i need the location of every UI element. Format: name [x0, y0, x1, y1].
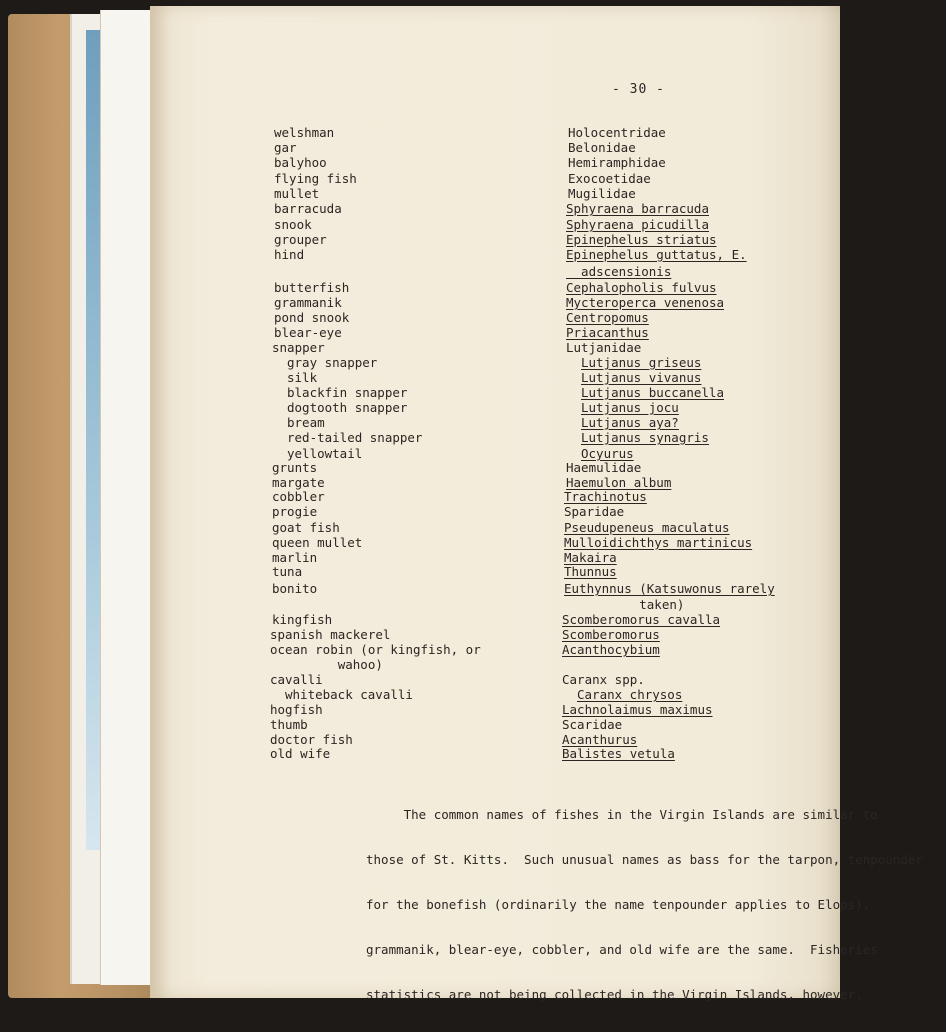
scientific-name: Caranx spp.	[562, 672, 645, 687]
scientific-name: Exocoetidae	[568, 171, 651, 186]
scientific-name: Haemulidae	[566, 460, 642, 475]
common-name: margate	[272, 475, 325, 490]
paragraph-line: for the bonefish (ordinarily the name tenpounder applies to Elops),	[366, 897, 871, 912]
common-name: blackfin snapper	[287, 385, 408, 400]
common-name: spanish mackerel	[270, 627, 391, 642]
scientific-name: Scaridae	[562, 717, 623, 732]
body-paragraph	[366, 777, 946, 1032]
document-page	[150, 6, 923, 1002]
common-name: red-tailed snapper	[287, 430, 423, 445]
scientific-name: Mulloidichthys martinicus	[564, 535, 753, 550]
common-name: yellowtail	[287, 446, 363, 461]
scientific-name: Sphyraena picudilla	[566, 217, 709, 232]
scientific-name: Hemiramphidae	[568, 155, 666, 170]
scientific-name: Lutjanus synagris	[581, 430, 709, 445]
common-name: doctor fish	[270, 732, 353, 747]
scientific-name: Haemulon album	[566, 475, 672, 490]
paragraph-line: statistics are not being collected in the Virgin Islands, however.	[366, 987, 863, 1002]
common-name: bream	[287, 415, 325, 430]
scientific-name: taken)	[564, 597, 685, 612]
scientific-name: Lutjanus jocu	[581, 400, 679, 415]
common-name: dogtooth snapper	[287, 400, 408, 415]
scientific-name: adscensionis	[566, 264, 672, 279]
paragraph-line: The common names of fishes in the Virgin Islands are similar to	[366, 807, 878, 822]
scientific-name: Caranx chrysos	[577, 687, 683, 702]
scientific-name: Acanthocybium	[562, 642, 660, 657]
common-name: progie	[272, 504, 318, 519]
common-name: whiteback cavalli	[285, 687, 413, 702]
scientific-name: Centropomus	[566, 310, 649, 325]
paragraph-line: those of St. Kitts. Such unusual names as bass for the tarpon, tenpounder	[366, 852, 923, 867]
common-name: hind	[274, 247, 305, 262]
scientific-name: Scomberomorus	[562, 627, 660, 642]
common-name: mullet	[274, 186, 320, 201]
common-name: blear-eye	[274, 325, 342, 340]
scientific-name: Epinephelus guttatus, E.	[566, 247, 747, 262]
scientific-name: Acanthurus	[562, 732, 638, 747]
scientific-name: Scomberomorus cavalla	[562, 612, 721, 627]
common-name: tuna	[272, 564, 303, 579]
common-name: marlin	[272, 550, 318, 565]
scientific-name: Euthynnus (Katsuwonus rarely	[564, 581, 775, 596]
common-name: gray snapper	[287, 355, 378, 370]
common-name: grunts	[272, 460, 318, 475]
scientific-name: Lutjanus aya?	[581, 415, 679, 430]
scientific-name: Trachinotus	[564, 489, 647, 504]
common-name: snapper	[272, 340, 325, 355]
scientific-name: Balistes vetula	[562, 746, 675, 761]
paragraph-line: grammanik, blear-eye, cobbler, and old wife are the same. Fisheries	[366, 942, 878, 957]
page-number: - 30 -	[612, 82, 665, 97]
scientific-name: Mycteroperca venenosa	[566, 295, 725, 310]
scientific-name: Lachnolaimus maximus	[562, 702, 713, 717]
common-name: welshman	[274, 125, 335, 140]
scientific-name: Lutjanus buccanella	[581, 385, 724, 400]
common-name: wahoo)	[270, 657, 383, 672]
scientific-name: Lutjanidae	[566, 340, 642, 355]
scientific-name: Makaira	[564, 550, 617, 565]
common-name: grouper	[274, 232, 327, 247]
common-name: goat fish	[272, 520, 340, 535]
common-name: queen mullet	[272, 535, 363, 550]
common-name: snook	[274, 217, 312, 232]
common-name: barracuda	[274, 201, 342, 216]
common-name: gar	[274, 140, 297, 155]
scientific-name: Sparidae	[564, 504, 625, 519]
common-name: cavalli	[270, 672, 323, 687]
scientific-name: Thunnus	[564, 564, 617, 579]
common-name: grammanik	[274, 295, 342, 310]
common-name: silk	[287, 370, 318, 385]
common-name: flying fish	[274, 171, 357, 186]
scientific-name: Sphyraena barracuda	[566, 201, 709, 216]
scientific-name: Belonidae	[568, 140, 636, 155]
common-name: butterfish	[274, 280, 350, 295]
scientific-name: Lutjanus vivanus	[581, 370, 702, 385]
common-name: pond snook	[274, 310, 350, 325]
common-name: ocean robin (or kingfish, or	[270, 642, 481, 657]
common-name: kingfish	[272, 612, 333, 627]
scientific-name: Ocyurus	[581, 446, 634, 461]
common-name: bonito	[272, 581, 318, 596]
scientific-name: Cephalopholis fulvus	[566, 280, 717, 295]
common-name: thumb	[270, 717, 308, 732]
common-name: cobbler	[272, 489, 325, 504]
common-name: hogfish	[270, 702, 323, 717]
scientific-name: Pseudupeneus maculatus	[564, 520, 730, 535]
common-name: balyhoo	[274, 155, 327, 170]
scientific-name: Epinephelus striatus	[566, 232, 717, 247]
scientific-name: Mugilidae	[568, 186, 636, 201]
scientific-name: Priacanthus	[566, 325, 649, 340]
common-name: old wife	[270, 746, 331, 761]
scientific-name: Lutjanus griseus	[581, 355, 702, 370]
scientific-name: Holocentridae	[568, 125, 666, 140]
